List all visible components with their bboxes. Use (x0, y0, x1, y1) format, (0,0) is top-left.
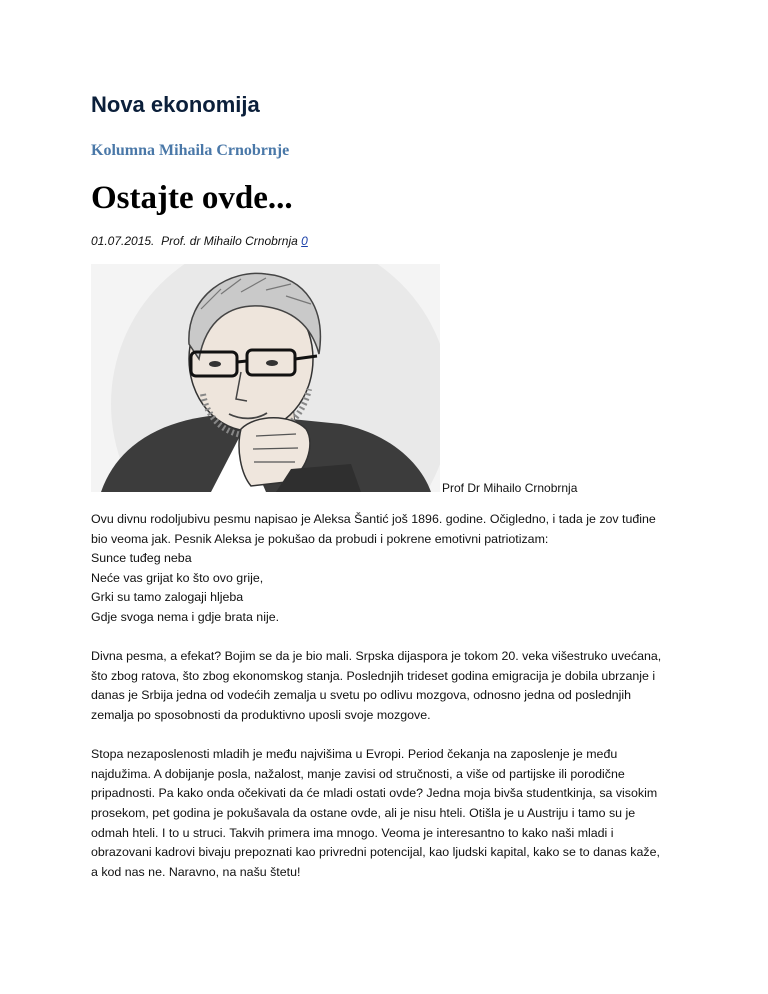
column-label[interactable]: Kolumna Mihaila Crnobrnje (91, 142, 290, 159)
publish-date: 01.07.2015. (91, 234, 155, 248)
paragraph-1 (91, 510, 691, 628)
paragraph-line: što zbog ratova, što zbog ekonomskog stanja. Poslednjih trideset godina emigracija je dobila ubrzanje i (91, 668, 656, 683)
section-title: Nova ekonomija (91, 92, 260, 117)
author-name: Prof. dr Mihailo Crnobrnja (161, 234, 298, 248)
article-body (91, 510, 691, 902)
paragraph-line: bio veoma jak. Pesnik Aleksa je pokušao da probudi i pokrene emotivni patriotizam: (91, 531, 549, 546)
poem-line: Gdje svoga nema i gdje brata nije. (91, 609, 280, 624)
article-title: Ostajte ovde... (91, 180, 293, 216)
paragraph-line: obrazovani kadrovi bivaju prepoznati kao privredni potencijal, kao ljudski kapital, kako se to danas kaže, (91, 845, 660, 860)
poem-line: Neće vas grijat ko što ovo grije, (91, 570, 264, 585)
paragraph-line: Divna pesma, a efekat? Bojim se da je bio mali. Srpska dijaspora je tokom 20. veka višestruko uvećana, (91, 649, 662, 664)
paragraph-3 (91, 745, 691, 882)
portrait-illustration (91, 264, 440, 492)
comments-count-link[interactable]: 0 (301, 234, 308, 248)
image-caption: Prof Dr Mihailo Crnobrnja (442, 481, 578, 495)
poem-line: Grki su tamo zalogaji hljeba (91, 590, 244, 605)
paragraph-2 (91, 647, 691, 725)
paragraph-line: zemalja po sposobnosti da produktivno uposli svoje mozgove. (91, 707, 431, 722)
paragraph-line: danas je Srbija jedna od vodećih zemalja u svetu po odlivu mozgova, odnosno jedna od poslednjih (91, 688, 632, 703)
author-portrait-image (91, 264, 440, 492)
poem-line: Sunce tuđeg neba (91, 551, 192, 566)
byline (91, 234, 308, 248)
paragraph-line: prosekom, pet godina je pokušavala da ostane ovde, ali je nisu hteli. Otišla je u Austriju i tamo su je (91, 805, 636, 820)
paragraph-line: Stopa nezaposlenosti mladih je među najvišima u Evropi. Period čekanja na zaposlenje je među (91, 747, 618, 762)
paragraph-line: Ovu divnu rodoljubivu pesmu napisao je Aleksa Šantić još 1896. godine. Očigledno, i tada je zov tuđine (91, 512, 656, 526)
paragraph-line: a kod nas ne. Naravno, na našu štetu! (91, 864, 301, 879)
paragraph-line: odmah hteli. I to u struci. Takvih primera ima mnogo. Veoma je interesantno to kako naši mladi i (91, 825, 614, 840)
paragraph-line: najdužima. A dobijanje posla, nažalost, manje zavisi od stručnosti, a više od partijske ili porodične (91, 766, 625, 781)
paragraph-line: pripadnosti. Pa kako onda očekivati da će mladi ostati ovde? Jedna moja bivša studentkinja, sa visokim (91, 786, 658, 801)
